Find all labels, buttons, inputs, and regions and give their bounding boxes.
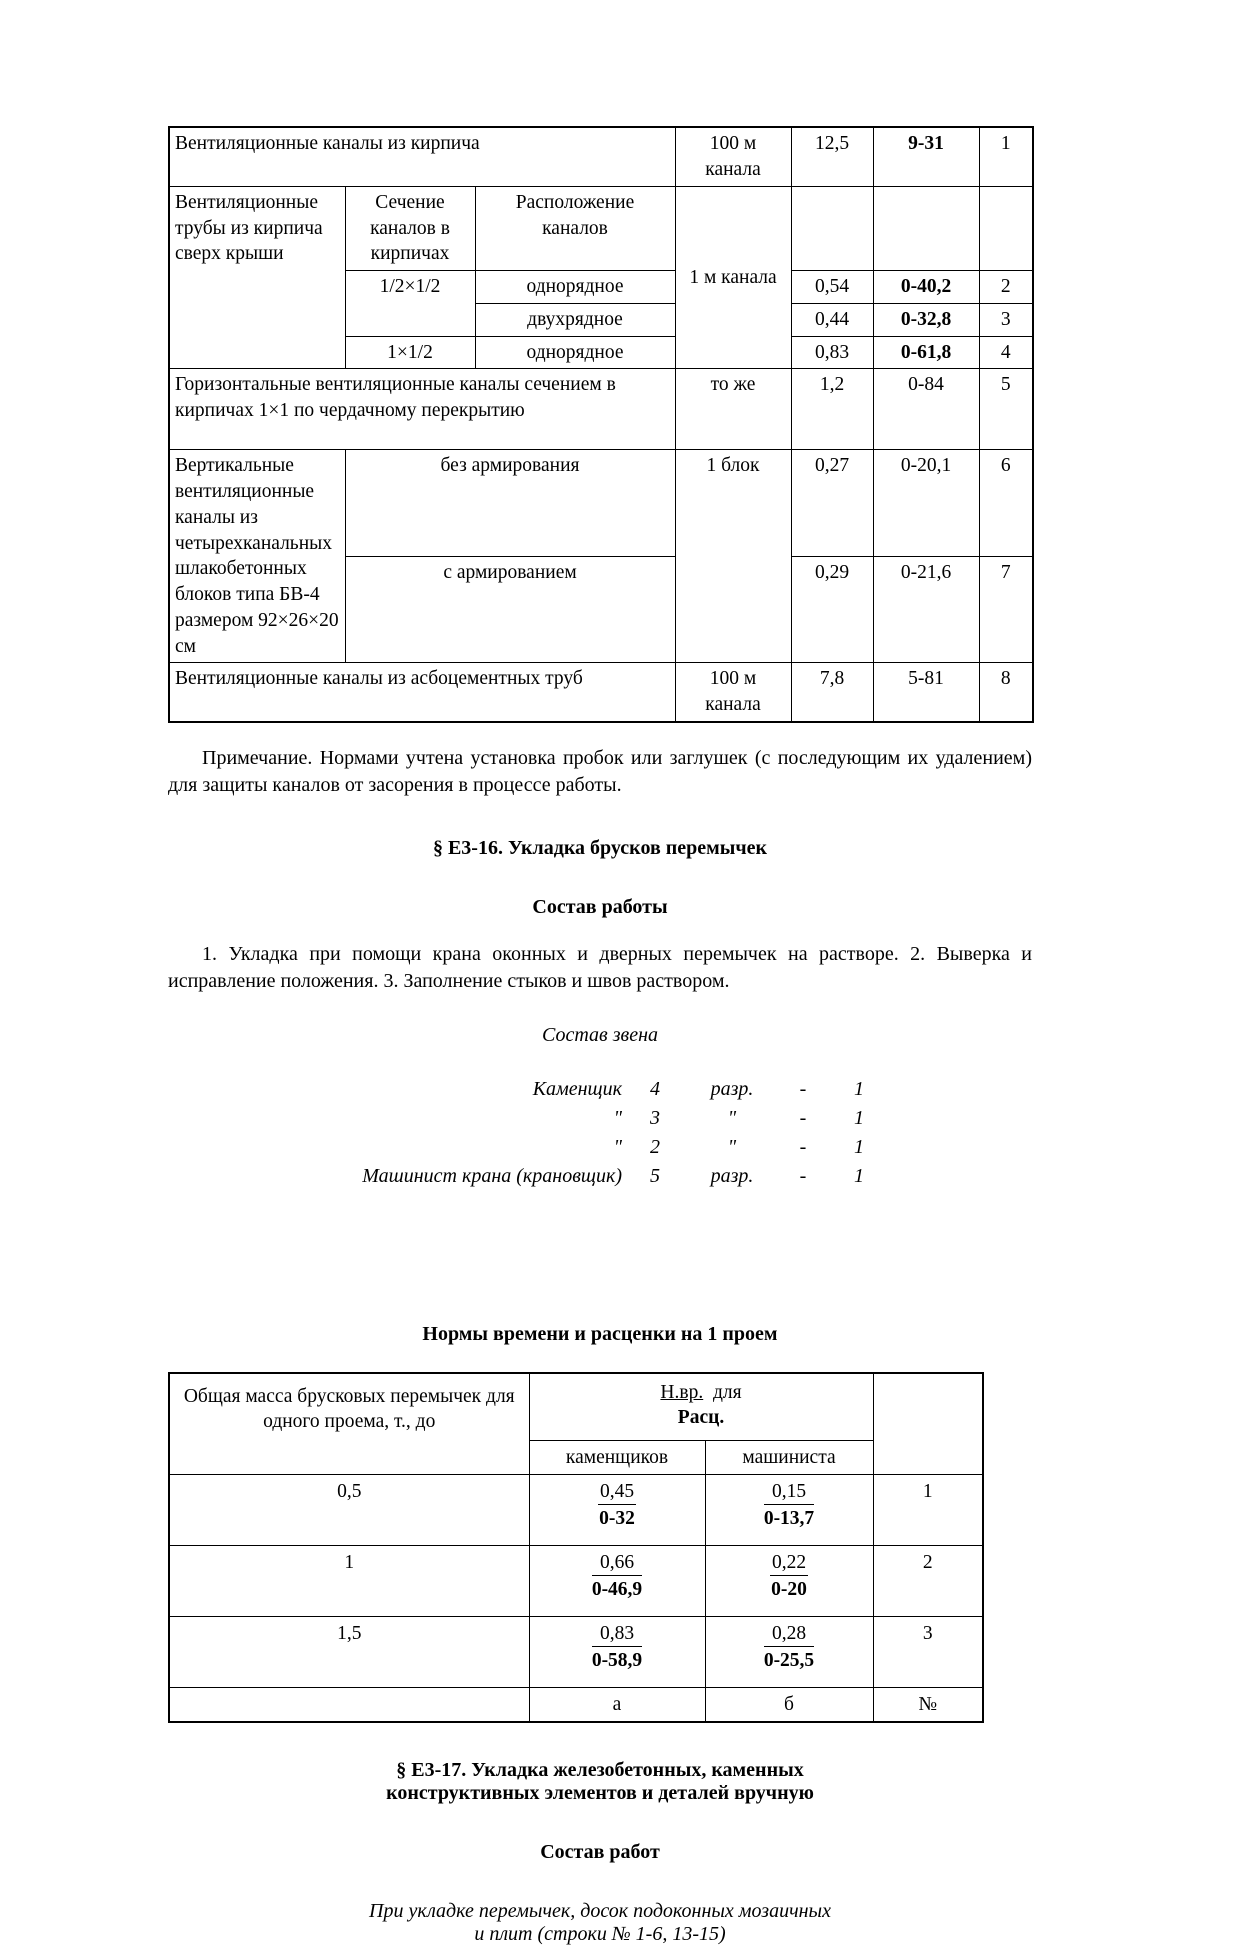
crew-unit: разр.: [710, 1164, 754, 1187]
table-row: [169, 450, 1033, 556]
crew-dash: -: [799, 1078, 807, 1101]
crew-unit: ": [727, 1136, 737, 1159]
table-row: [169, 369, 1033, 450]
cell-no-header: [873, 1373, 983, 1475]
cell-footer-no: №: [873, 1688, 983, 1723]
norm-label: Н.вр.: [660, 1381, 704, 1403]
fraction: [764, 1479, 814, 1532]
section-17-title-line2: конструктивных элементов и деталей вручную: [386, 1782, 814, 1805]
cell-rate: [873, 187, 979, 271]
page-content: [168, 126, 1032, 1946]
cell-norm: 0,27: [791, 450, 873, 556]
cell-norm: 0,54: [791, 271, 873, 304]
section-17-title-line1: § Е3-17. Укладка железобетонных, каменных: [396, 1759, 804, 1782]
fraction: [592, 1621, 642, 1674]
cell-no: 4: [979, 336, 1033, 369]
work-composition-heading: Состав работы: [532, 895, 668, 918]
cell-fraction-header: [529, 1373, 873, 1441]
cell-mass: 1,5: [169, 1617, 529, 1688]
fraction-denominator: 0-20: [771, 1579, 807, 1601]
cell-rate: 0-20,1: [873, 450, 979, 556]
cell-machinist-value: [705, 1546, 873, 1617]
cell-layout: однорядное: [475, 271, 675, 304]
fraction-numerator: 0,28: [764, 1621, 814, 1647]
cell-no: [979, 187, 1033, 271]
crew-dash: -: [799, 1107, 807, 1130]
cell-rate: 5-81: [873, 663, 979, 723]
cell-norm: 0,29: [791, 556, 873, 662]
fraction-numerator: 0,83: [592, 1621, 642, 1647]
crew-name: ": [613, 1107, 622, 1130]
cell-norm: 7,8: [791, 663, 873, 723]
list-item: [312, 1133, 888, 1162]
note-paragraph: Примечание. Нормами учтена установка пробок или заглушек (с последующим их удалением) для защиты каналов от засорения в процессе работы.: [168, 747, 1032, 797]
fraction: [764, 1621, 814, 1674]
cell-unit: 100 м канала: [675, 663, 791, 723]
cell-no: 1: [979, 127, 1033, 187]
fraction: [770, 1550, 808, 1603]
table2-caption: Нормы времени и расценки на 1 проем: [422, 1322, 778, 1345]
cell-mass: 1: [169, 1546, 529, 1617]
cell-name: Вентиляционные каналы из кирпича: [169, 127, 675, 187]
table-row: [169, 1546, 983, 1617]
cell-name: Вентиляционные каналы из асбоцементных труб: [169, 663, 675, 723]
cell-rate: 0-21,6: [873, 556, 979, 662]
cell-name: Вентиляционные трубы из кирпича сверх крыши: [169, 187, 345, 369]
list-item: [312, 1075, 888, 1104]
cell-no: 1: [873, 1475, 983, 1546]
cell-footer-a: а: [529, 1688, 705, 1723]
crew-name: ": [613, 1136, 622, 1159]
fraction-denominator: 0-58,9: [591, 1650, 643, 1672]
fraction-numerator: 0,66: [592, 1550, 642, 1576]
work-composition-text: 1. Укладка при помощи крана оконных и дверных перемычек на растворе. 2. Выверка и исправление положения. 3. Заполнение стыков и швов раствором.: [168, 942, 1032, 992]
crew-count: 1: [854, 1136, 864, 1159]
cell-footer-b: б: [705, 1688, 873, 1723]
cell-section: 1×1/2: [345, 336, 475, 369]
cell-machinist-value: [705, 1475, 873, 1546]
cell-rate: 0-32,8: [873, 303, 979, 336]
cell-subheader-mason: каменщиков: [529, 1440, 705, 1474]
crew-grade: 3: [650, 1107, 660, 1130]
cell-mass: 0,5: [169, 1475, 529, 1546]
cell-norm: 0,44: [791, 303, 873, 336]
crew-name: Машинист крана (крановщик): [362, 1164, 622, 1187]
cell-no: 6: [979, 450, 1033, 556]
cell-norm: 12,5: [791, 127, 873, 187]
work-composition-heading-17: Состав работ: [540, 1841, 660, 1864]
crew-heading: Состав звена: [541, 1024, 658, 1047]
cell-rate: 0-84: [873, 369, 979, 450]
cell-subheader-section: Сечение каналов в кирпичах: [345, 187, 475, 271]
ventilation-norms-table: [168, 126, 1034, 723]
table-row: [169, 663, 1033, 723]
fraction-denominator: 0-13,7: [763, 1508, 815, 1530]
fraction-denominator: 0-46,9: [591, 1579, 643, 1601]
crew-dash: -: [799, 1136, 807, 1159]
crew-count: 1: [854, 1164, 864, 1187]
cell-layout: без армирования: [345, 450, 675, 556]
crew-table-wrapper: [168, 1075, 1032, 1190]
cell-no: 2: [979, 271, 1033, 304]
list-item: [312, 1104, 888, 1133]
cell-unit: то же: [675, 369, 791, 450]
crew-name: Каменщик: [532, 1078, 622, 1101]
fraction-numerator: 0,22: [770, 1550, 808, 1576]
crew-count: 1: [854, 1107, 864, 1130]
crew-count: 1: [854, 1078, 864, 1101]
table-row: [169, 1617, 983, 1688]
cell-layout: однорядное: [475, 336, 675, 369]
cell-mason-value: [529, 1617, 705, 1688]
fraction-denominator: 0-32: [599, 1508, 635, 1530]
crew-unit: ": [727, 1107, 737, 1130]
cell-subheader-layout: Расположение каналов: [475, 187, 675, 271]
table-footer-row: [169, 1688, 983, 1723]
cell-machinist-value: [705, 1617, 873, 1688]
cell-norm: [791, 187, 873, 271]
cell-norm: 0,83: [791, 336, 873, 369]
cell-no: 5: [979, 369, 1033, 450]
cell-subheader-machinist: машиниста: [705, 1440, 873, 1474]
cell-layout: с армированием: [345, 556, 675, 662]
cell-name: Горизонтальные вентиляционные каналы сечением в кирпичах 1×1 по чердачному перекрытию: [169, 369, 675, 450]
crew-dash: -: [799, 1164, 807, 1187]
fraction-numerator: 0,45: [598, 1479, 636, 1505]
cell-norm: 1,2: [791, 369, 873, 450]
list-item: [312, 1162, 888, 1191]
rate-label: Расц.: [677, 1407, 725, 1428]
cell-mason-value: [529, 1546, 705, 1617]
fraction-numerator: 0,15: [764, 1479, 814, 1505]
fraction: [598, 1479, 636, 1532]
cell-name: Вертикальные вентиляционные каналы из четырехканальных шлакобетонных блоков типа БВ-4 размером 92×26×20 см: [169, 450, 345, 663]
cell-no: 8: [979, 663, 1033, 723]
cell-no: 2: [873, 1546, 983, 1617]
section-16-title: § Е3-16. Укладка брусков перемычек: [432, 836, 768, 859]
cell-unit: 100 м канала: [675, 127, 791, 187]
table-row: [169, 127, 1033, 187]
cell-mason-value: [529, 1475, 705, 1546]
cell-unit: 1 м канала: [675, 187, 791, 369]
crew-grade: 4: [650, 1078, 660, 1101]
cell-no: 3: [873, 1617, 983, 1688]
cell-rate: 0-40,2: [873, 271, 979, 304]
fraction-denominator: 0-25,5: [763, 1650, 815, 1672]
for-label: для: [712, 1381, 742, 1403]
time-norms-rates-table: [168, 1372, 984, 1724]
table-row: [169, 187, 1033, 271]
table-header-row: [169, 1373, 983, 1441]
cell-section: 1/2×1/2: [345, 271, 475, 336]
crew-table: [312, 1075, 888, 1190]
cell-no: 3: [979, 303, 1033, 336]
section-17-italic-line2: и плит (строки № 1-6, 13-15): [474, 1923, 726, 1946]
table2-wrapper: [168, 1372, 1032, 1724]
section-17-italic-line1: При укладке перемычек, досок подоконных мозаичных: [369, 1900, 831, 1923]
cell-rate: 0-61,8: [873, 336, 979, 369]
cell-col1-header: Общая масса брусковых перемычек для одного проема, т., до: [169, 1373, 529, 1475]
cell-no: 7: [979, 556, 1033, 662]
crew-grade: 5: [650, 1164, 660, 1187]
cell-unit: 1 блок: [675, 450, 791, 663]
table-row: [169, 1475, 983, 1546]
cell-footer-blank: [169, 1688, 529, 1723]
crew-unit: разр.: [710, 1078, 754, 1101]
cell-rate: 9-31: [873, 127, 979, 187]
cell-layout: двухрядное: [475, 303, 675, 336]
fraction: [592, 1550, 642, 1603]
crew-grade: 2: [650, 1136, 660, 1159]
